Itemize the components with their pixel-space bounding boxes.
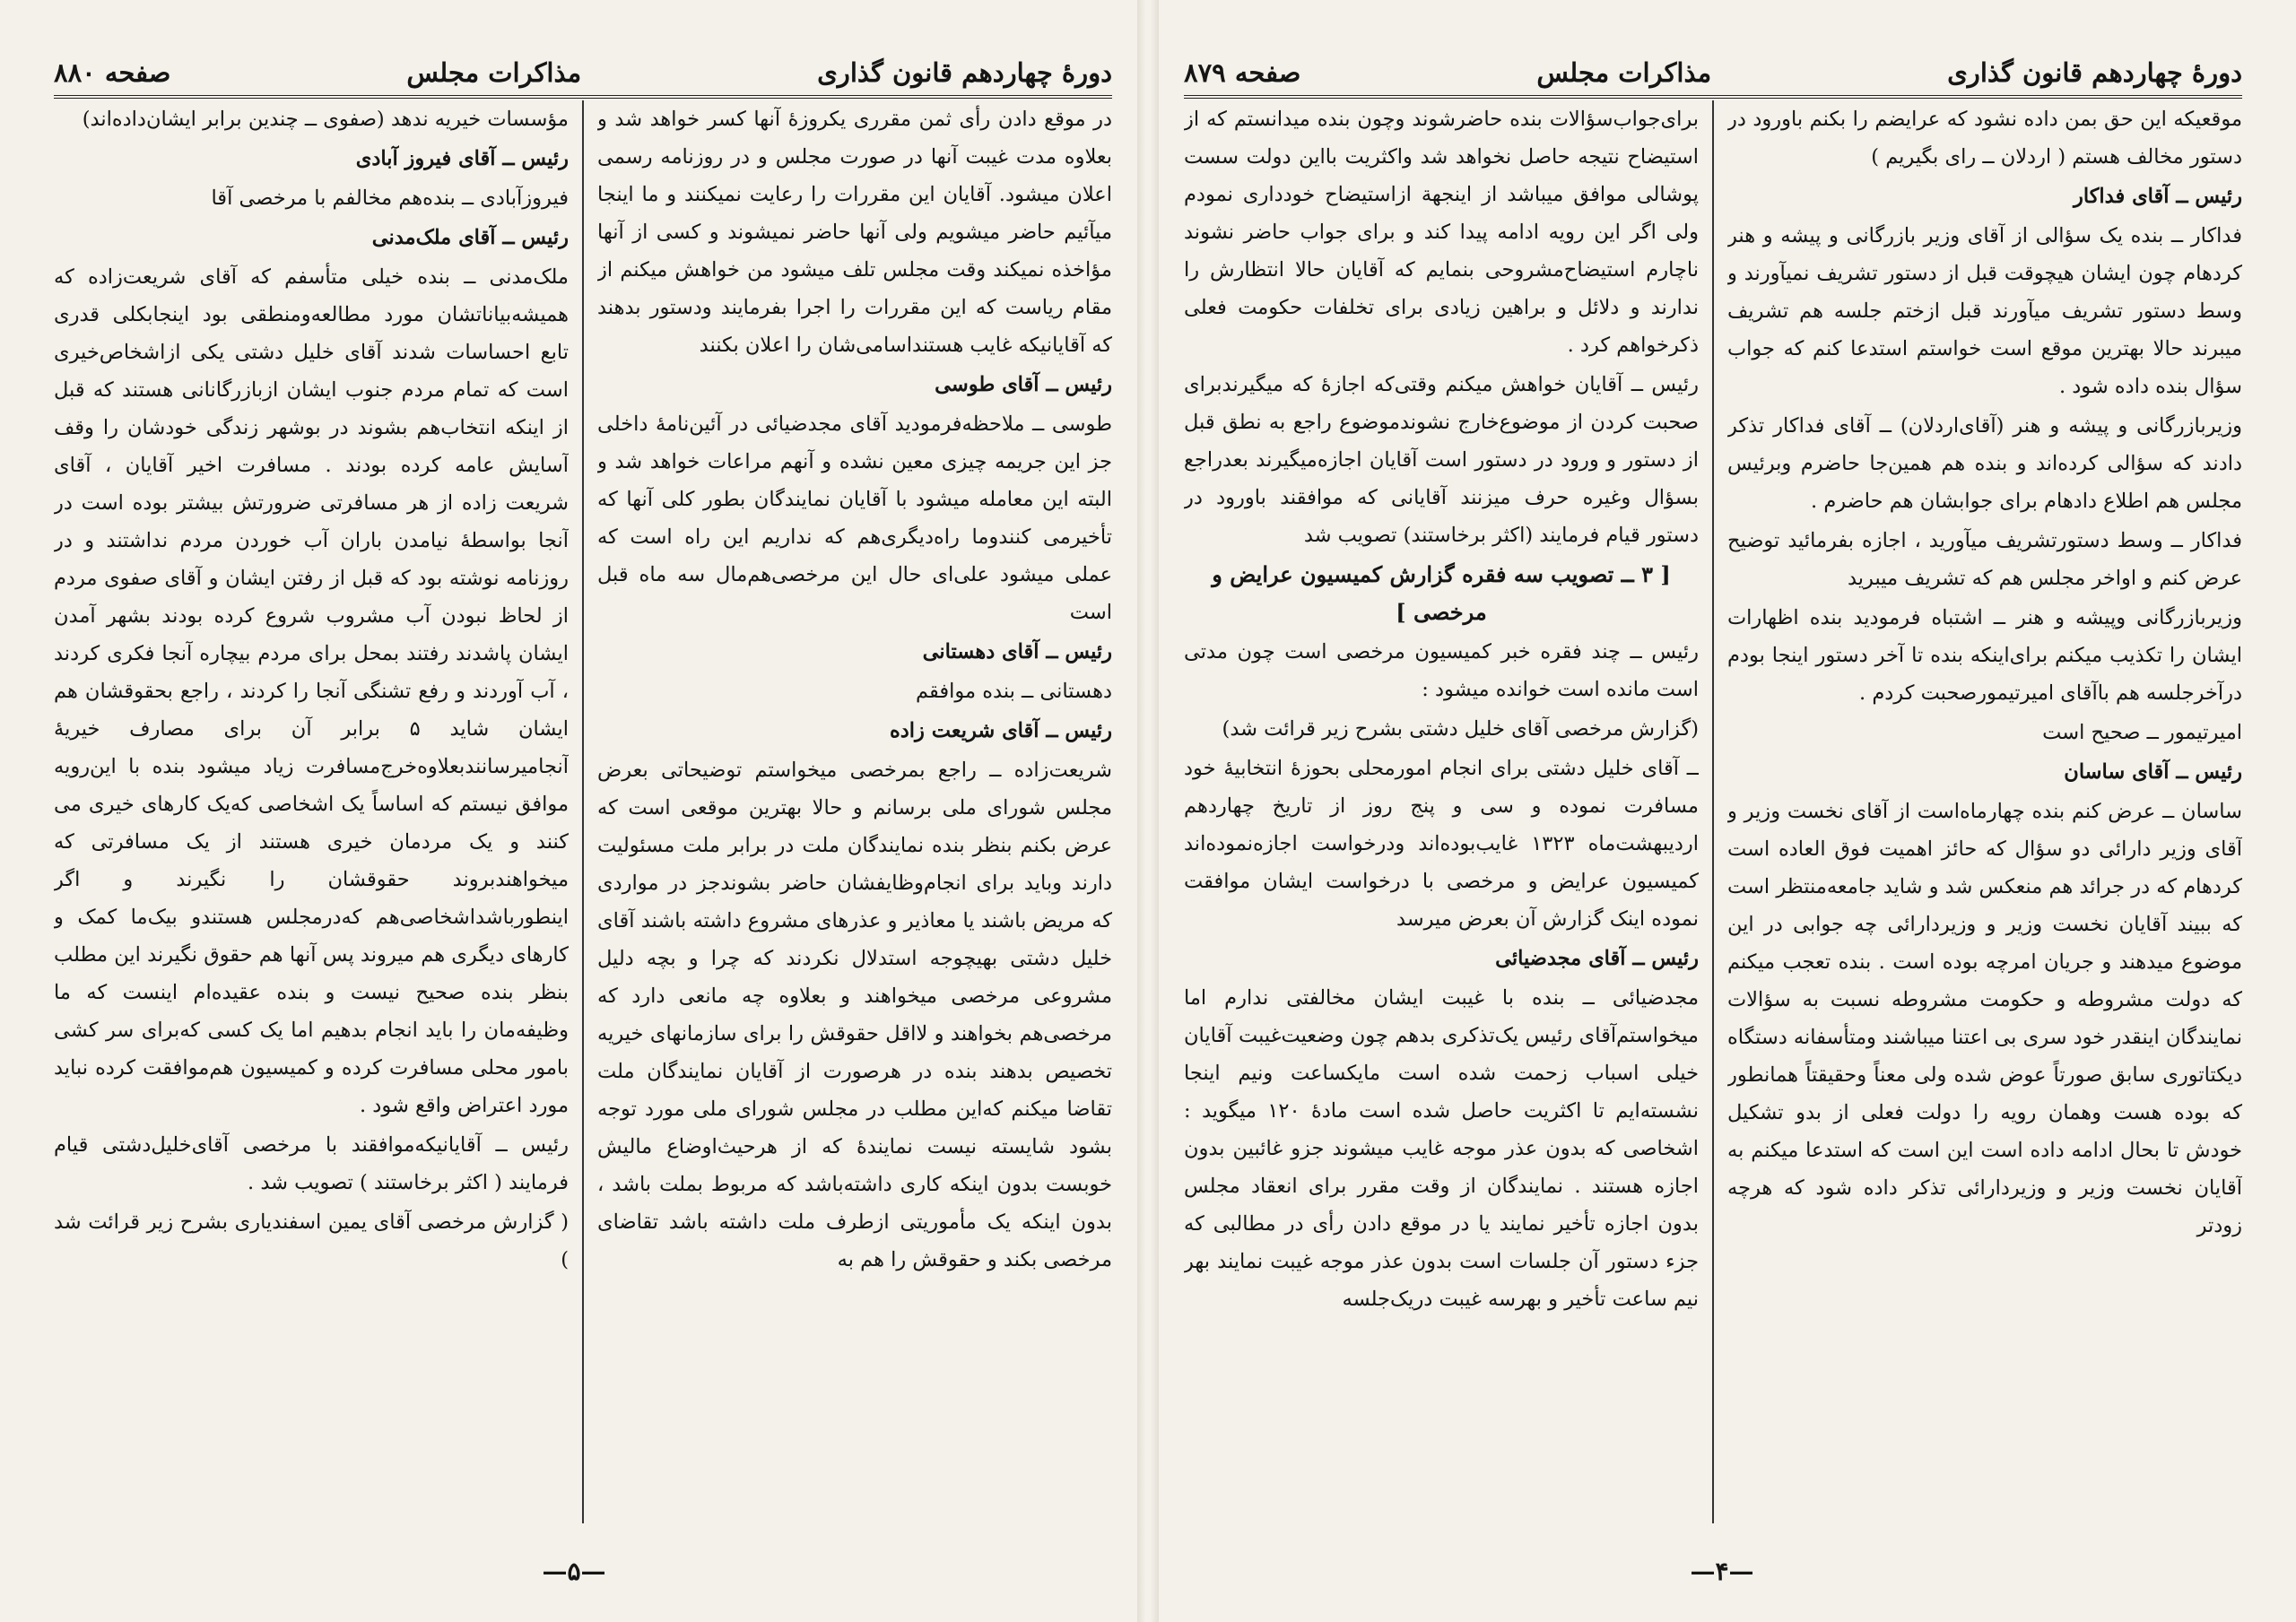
paragraph: موقعیکه این حق بمن داده نشود که عرایضم را بکنم باورود در دستور مخالف هستم ( اردلان ــ رای بگیریم )	[1727, 108, 2242, 169]
header-title: مذاکرات مجلس	[1536, 57, 1712, 88]
page-header	[54, 43, 1112, 99]
speaker-line: رئیس ــ آقای دهستانی	[922, 640, 1112, 664]
page-879	[1148, 0, 2296, 1622]
paragraph: ساسان ــ عرض کنم بنده چهارماه‌است از آقای نخست وزیر و آقای وزیر دارائی دو سؤال که حائز اهمیت فوق العاده است کردهام که در جرائد هم منعکس شد و شاید جامعه‌منتظر است که ببیند آقایان نخست وزیر و وزیردارائی چه جوابی در این موضوع میدهند و جریان امرچه بوده است . بنده تعجب میکنم که دولت مشروطه و حکومت مشروطه نسبت به سؤالات نمایندگان اینقدر خود سری بی اعتنا میباشند ومتأسفانه دستگاه دیکتاتوری سابق صورتاً عوض شده ولی معناً وحقیقتاً همانطور که بوده هست وهمان رویه را دولت فعلی از بدو تشکیل خودش تا بحال ادامه داده است این است که استدعا میکنم به آقایان نخست وزیر و وزیردارائی تذکر داده شود که هرچه زودتر	[1727, 800, 2242, 1237]
header-title: مذاکرات مجلس	[406, 57, 582, 88]
page-columns	[54, 100, 1112, 1523]
page-columns	[1184, 100, 2242, 1523]
page-header	[1184, 43, 2242, 99]
header-term: دورهٔ چهاردهم قانون گذاری	[1947, 57, 2242, 88]
paragraph: وزیربازرگانی و پیشه و هنر (آقای‌اردلان) ــ آقای فداکار تذکر دادند که سؤالی کرده‌اند و بنده هم همین‌جا حاضرم وبرئیس مجلس هم اطلاع دادهام برای جوابشان هم حاضرم .	[1727, 414, 2242, 513]
paragraph: فداکار ــ وسط دستورتشریف میآورید ، اجازه بفرمائید توضیح عرض کنم و اواخر مجلس هم که تشریف میبرید	[1727, 529, 2242, 590]
paragraph: مؤسسات خیریه ندهد (صفوی ــ چندین برابر ایشان‌داده‌اند)	[82, 108, 569, 131]
speaker-line: رئیس ــ آقای شریعت زاده	[890, 719, 1112, 742]
paragraph: در موقع دادن رأی ثمن مقرری یکروزهٔ آنها کسر خواهد شد و بعلاوه مدت غیبت آنها در صورت مجلس و در روزنامه رسمی اعلان میشود. آقایان این مقررات را رعایت نمیکنند و ما اینجا میآئیم حاضر میشویم ولی آنها حاضر نمیشوند و کسی از آنها مؤاخذه نمیکند وقت مجلس تلف میشود من خواهش میکنم از مقام ریاست که این مقررات را اجرا بفرمایند ودستور بدهند که آقایانیکه غایب هستنداسامی‌شان را اعلان بکنند	[597, 108, 1112, 357]
paragraph: ( گزارش مرخصی آقای یمین اسفندیاری بشرح زیر قرائت شد )	[54, 1210, 569, 1271]
column-left	[1184, 100, 1699, 1523]
paragraph: رئیس ــ چند فقره خبر کمیسیون مرخصی است چون مدتی است مانده است خوانده میشود :	[1184, 640, 1699, 701]
column-left	[54, 100, 569, 1523]
paragraph: وزیربازرگانی وپیشه و هنر ــ اشتباه فرمودید بنده اظهارات ایشان را تکذیب میکنم برای‌اینکه بنده تا آخر دستور اینجا بودم درآخرجلسه هم باآقای امیرتیمورصحبت کردم .	[1727, 606, 2242, 705]
speaker-line: رئیس ــ آقای مجدضیائی	[1495, 947, 1699, 970]
paragraph: (گزارش مرخصی آقای خلیل دشتی بشرح زیر قرائت شد)	[1222, 717, 1699, 741]
page-footer-number: —۴—	[1690, 1557, 1754, 1586]
column-divider	[1712, 100, 1714, 1523]
column-divider	[582, 100, 584, 1523]
header-term: دورهٔ چهاردهم قانون گذاری	[817, 57, 1112, 88]
paragraph: فیروزآبادی ــ بنده‌هم مخالفم با مرخصی آقا	[211, 186, 569, 210]
paragraph: رئیس ــ آقایان خواهش میکنم وقتی‌که اجازهٔ که میگیرندبرای صحبت کردن از موضوع‌خارج نشوندموضوع راجع به نطق قبل از دستور و ورود در دستور است آقایان اجازه‌میگیرند بعدراجع بسؤال وغیره حرف میزنند آقایانی که موافقند باورود در دستور قیام فرمایند (اکثر برخاستند) تصویب شد	[1184, 373, 1699, 547]
column-right	[597, 100, 1112, 1523]
paragraph: شریعت‌زاده ــ راجع بمرخصی میخواستم توضیحاتی بعرض مجلس شورای ملی برسانم و حالا بهترین موقعی است که عرض بکنم بنظر بنده نمایندگان ملت در برابر ملت مسئولیت دارند وباید برای انجام‌وظایفشان حاضر بشوندجز در مواردی که مریض باشند یا معاذیر و عذرهای مشروع داشته باشند آقای خلیل دشتی بهیچوجه استدلال نکردند که چرا و بچه دلیل مشروعی مرخصی میخواهند و بعلاوه چه مانعی دارد که مرخصی‌هم بخواهند و لااقل حقوقش را برای سازمانهای خیریه تخصیص بدهند بنده در هرصورت از آقایان نمایندگان ملت تقاضا میکنم که‌این مطلب در مجلس شورای ملی مورد توجه بشود شایسته نیست نمایندهٔ که از هرحیث‌اوضاع مالیش خوبست بدون اینکه کاری داشته‌باشد که مربوط بملت باشد ، بدون اینکه یک مأموریتی ازطرف ملت داشته باشد تقاضای مرخصی بکند و حقوقش را هم به	[597, 759, 1112, 1271]
page-footer-number: —۵—	[542, 1557, 606, 1586]
paragraph: فداکار ــ بنده یک سؤالی از آقای وزیر بازرگانی و پیشه و هنر کردهام چون ایشان هیچوقت قبل از دستور تشریف نمیآورند و وسط دستور تشریف میآورند قبل ازختم جلسه هم تشریف میبرند حالا بهترین موقع است خواستم استدعا کنم که جواب سؤال بنده داده شود .	[1727, 224, 2242, 398]
speaker-line: رئیس ــ آقای طوسی	[935, 373, 1112, 396]
paragraph: امیرتیمور ــ صحیح است	[2042, 721, 2242, 744]
paragraph: دهستانی ــ بنده موافقم	[916, 680, 1112, 703]
paragraph: رئیس ــ آقایانیکه‌موافقند با مرخصی آقای‌خلیل‌دشتی قیام فرمایند ( اکثر برخاستند ) تصویب شد .	[54, 1133, 569, 1194]
speaker-line: رئیس ــ آقای ملک‌مدنی	[371, 226, 569, 249]
paragraph: ــ آقای خلیل دشتی برای انجام امورمحلی بحوزهٔ انتخابیهٔ خود مسافرت نموده و سی و پنج روز از تاریخ چهاردهم اردیبهشت‌ماه ۱۳۲۳ غایب‌بوده‌اند ودرخواست اجازه‌نموده‌اند کمیسیون عرایض و مرخصی با درخواست ایشان موافقت نموده اینک گزارش آن بعرض میرسد	[1184, 757, 1699, 931]
paragraph: برای‌جواب‌سؤالات بنده حاضرشوند وچون بنده میدانستم که از استیضاح نتیجه حاصل نخواهد شد واکثریت بااین دولت سست پوشالی موافق میباشد از اینجهة ازاستیضاح خودداری نمودم ولی اگر این رویه ادامه پیدا کند و برای جواب حاضر نشوند ناچارم استیضاح‌مشروحی بنمایم که آقایان حالا انتظارش را ندارند و دلائل و براهین زیادی برای تخلفات حکومت فعلی ذکرخواهم کرد .	[1184, 108, 1699, 357]
header-page-number: صفحه ۸۸۰	[54, 57, 171, 88]
speaker-line: رئیس ــ آقای فداکار	[2073, 185, 2242, 208]
speaker-line: رئیس ــ آقای فیروز آبادی	[355, 147, 569, 170]
speaker-line: رئیس ــ آقای ساسان	[2064, 760, 2242, 784]
header-page-number: صفحه ۸۷۹	[1184, 57, 1301, 88]
paragraph: ملک‌مدنی ــ بنده خیلی متأسفم که آقای شریعت‌زاده که همیشه‌بیاناتشان مورد مطالعه‌ومنطقی بود اینجابکلی قدری تابع احساسات شدند آقای خلیل دشتی یکی ازاشخاص‌خیری است که تمام مردم جنوب ایشان ازبازرگانانی هستند که قبل از اینکه انتخاب‌هم بشوند در بوشهر زندگی خودشان را وقف آسایش عامه کرده بودند . مسافرت اخیر آقایان ، آقای شریعت زاده از هر مسافرتی ضرورتش بیشتر بوده است در آنجا بواسطهٔ نیامدن باران آب خوردن مردم نداشتند و در روزنامه نوشته بود که قبل از رفتن ایشان و آقای صفوی مردم از لحاظ نبودن آب مشروب شروع کرده بودند بشهر آمدن ایشان پاشدند رفتند بمحل برای مردم بیچاره آنجا فکری کردند ، آب آوردند و رفع تشنگی آنجا را کردند ، راجع بحقوقشان هم ایشان شاید ۵ برابر آن برای مصارف خیریهٔ آنجامیرسانندبعلاوه‌خرج‌مسافرت زیاد میشود بنده با این‌رویه موافق نیستم که اساساً یک اشخاصی که‌یک کارهای خیری می کنند و یک مردمان خیری هستند از یک مسافرتی که میخواهندبروند حقوقشان را نگیرند و اگر اینطورباشداشخاصی‌هم که‌درمجلس هستندو بیک‌ما کمک و کارهای دیگری هم میروند پس آنها هم حقوق نگیرند این مطلب بنظر بنده صحیح نیست و بنده عقیده‌ام اینست که ما وظیفه‌مان را باید انجام بدهیم اما یک کسی که‌برای سر کشی بامور محلی مسافرت کرده و کمیسیون هم‌موافقت کرده نباید مورد اعتراض واقع شود .	[54, 265, 569, 1117]
paragraph: طوسی ــ ملاحظه‌فرمودید آقای مجدضیائی در آئین‌نامهٔ داخلی جز این جریمه چیزی معین نشده و آنهم مراعات خواهد شد و البته این معامله میشود با آقایان نمایندگان بطور کلی آنها که تأخیرمی کنندوما راه‌دیگری‌هم که نداریم این راه است که عملی میشود علی‌ای حال این مرخصی‌هم‌مال سه ماه قبل است	[597, 412, 1112, 624]
paragraph: مجدضیائی ــ بنده با غیبت ایشان مخالفتی ندارم اما میخواستم‌آقای رئیس یک‌تذکری بدهم چون وضعیت‌غیبت آقایان خیلی اسباب زحمت شده است مایکساعت ونیم اینجا نشسته‌ایم تا اکثریت حاصل شده است مادهٔ ۱۲۰ میگوید : اشخاصی که بدون عذر موجه غایب میشوند جزو غائبین بدون اجازه هستند . نمایندگان از وقت مقرر برای انعقاد مجلس بدون اجازه تأخیر نمایند یا در موقع دادن رأی در مطالبی که جزء دستور آن جلسات است بدون عذر موجه غیبت نمایند بهر نیم ساعت تأخیر و بهرسه غیبت دریک‌جلسه	[1184, 986, 1699, 1311]
column-right	[1727, 100, 2242, 1523]
section-heading: [ ۳ ــ تصویب سه فقره گزارش کمیسیون عرایض و مرخصی ]	[1212, 561, 1671, 625]
